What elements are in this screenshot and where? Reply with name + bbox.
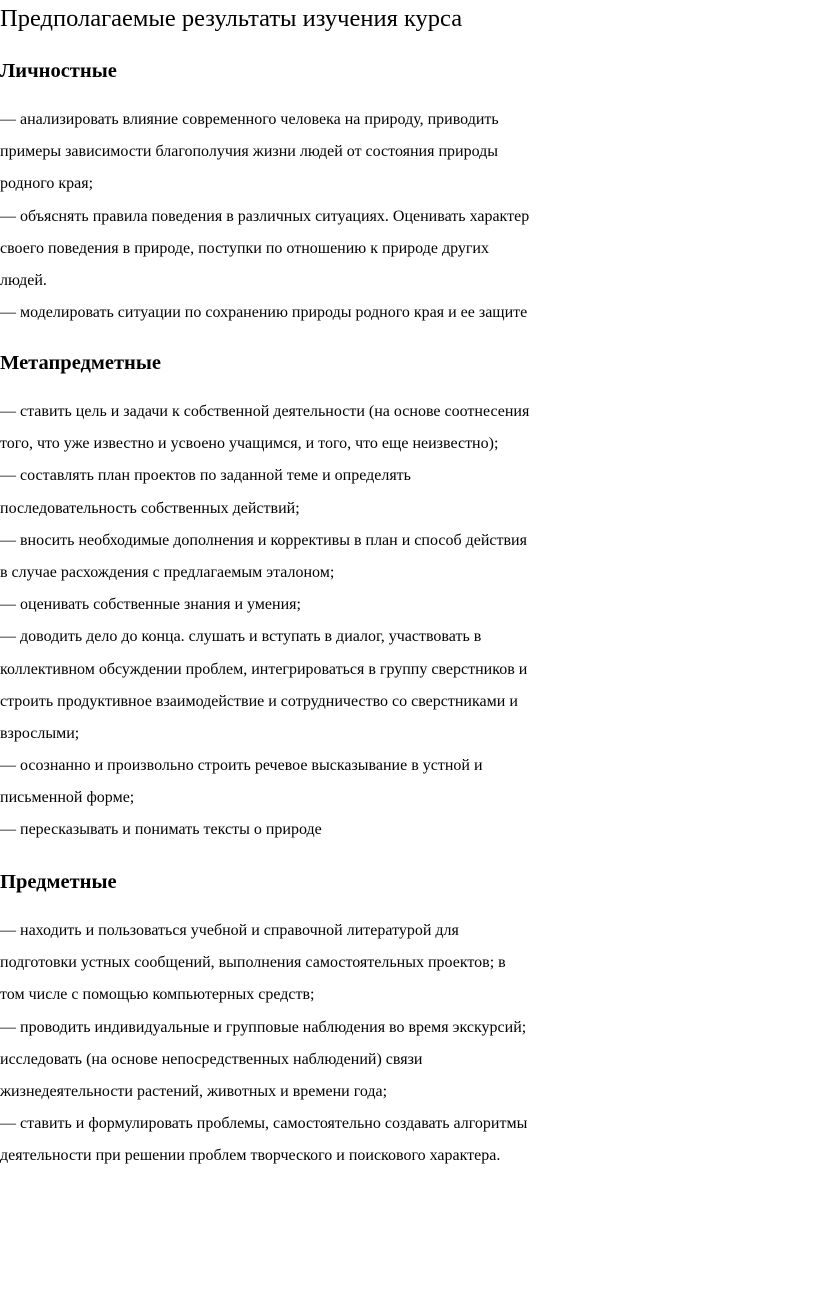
text-line: письменной форме; (0, 789, 135, 807)
text-line: — объяснять правила поведения в различных ситуациях. Оценивать характер (0, 207, 530, 225)
text-line: родного края; (0, 175, 94, 193)
text-line: — вносить необходимые дополнения и коррективы в план и способ действия (0, 531, 527, 549)
text-line: подготовки устных сообщений, выполнения самостоятельных проектов; в (0, 954, 506, 972)
text-line: — пересказывать и понимать тексты о природе (0, 821, 322, 839)
text-line: — анализировать влияние современного человека на природу, приводить (0, 111, 499, 128)
text-line: — проводить индивидуальные и групповые наблюдения во время экскурсий; (0, 1018, 527, 1036)
section-heading-metasubject: Метапредметные (0, 352, 161, 374)
text-line: коллективном обсуждении проблем, интегрироваться в группу сверстников и (0, 660, 528, 678)
text-line: — доводить дело до конца. слушать и вступать в диалог, участвовать в (0, 628, 482, 646)
text-line: строить продуктивное взаимодействие и сотрудничество со сверстниками и (0, 692, 518, 710)
section-heading-subject: Предметные (0, 871, 117, 893)
text-line: взрослыми; (0, 724, 80, 742)
text-line: — осознанно и произвольно строить речевое высказывание в устной и (0, 757, 483, 775)
text-line: — ставить и формулировать проблемы, самостоятельно создавать алгоритмы (0, 1115, 528, 1133)
text-line: — составлять план проектов по заданной теме и определять (0, 467, 411, 485)
text-line: в случае расхождения с предлагаемым эталоном; (0, 563, 335, 581)
text-line: того, что уже известно и усвоено учащимся, и того, что еще неизвестно); (0, 435, 499, 453)
text-line: жизнедеятельности растений, животных и времени года; (0, 1082, 388, 1100)
text-line: том числе с помощью компьютерных средств; (0, 986, 315, 1004)
text-line: исследовать (на основе непосредственных наблюдений) связи (0, 1050, 423, 1068)
section-body-metasubject (0, 396, 816, 847)
section-body-personal (0, 104, 816, 329)
page-title: Предполагаемые результаты изучения курса (0, 5, 463, 32)
text-line: — ставить цель и задачи к собственной деятельности (на основе соотнесения (0, 403, 530, 420)
text-line: — находить и пользоваться учебной и справочной литературой для (0, 922, 459, 939)
text-line: — моделировать ситуации по сохранению природы родного края и ее защите (0, 304, 528, 322)
text-line: людей. (0, 271, 47, 289)
text-line: последовательность собственных действий; (0, 499, 300, 517)
section-body-subject (0, 915, 816, 1173)
text-line: примеры зависимости благополучия жизни людей от состояния природы (0, 143, 499, 161)
text-line: своего поведения в природе, поступки по отношению к природе других (0, 239, 489, 257)
section-heading-personal: Личностные (0, 60, 117, 82)
text-line: — оценивать собственные знания и умения; (0, 596, 301, 614)
text-line: деятельности при решении проблем творческого и поискового характера. (0, 1147, 501, 1165)
